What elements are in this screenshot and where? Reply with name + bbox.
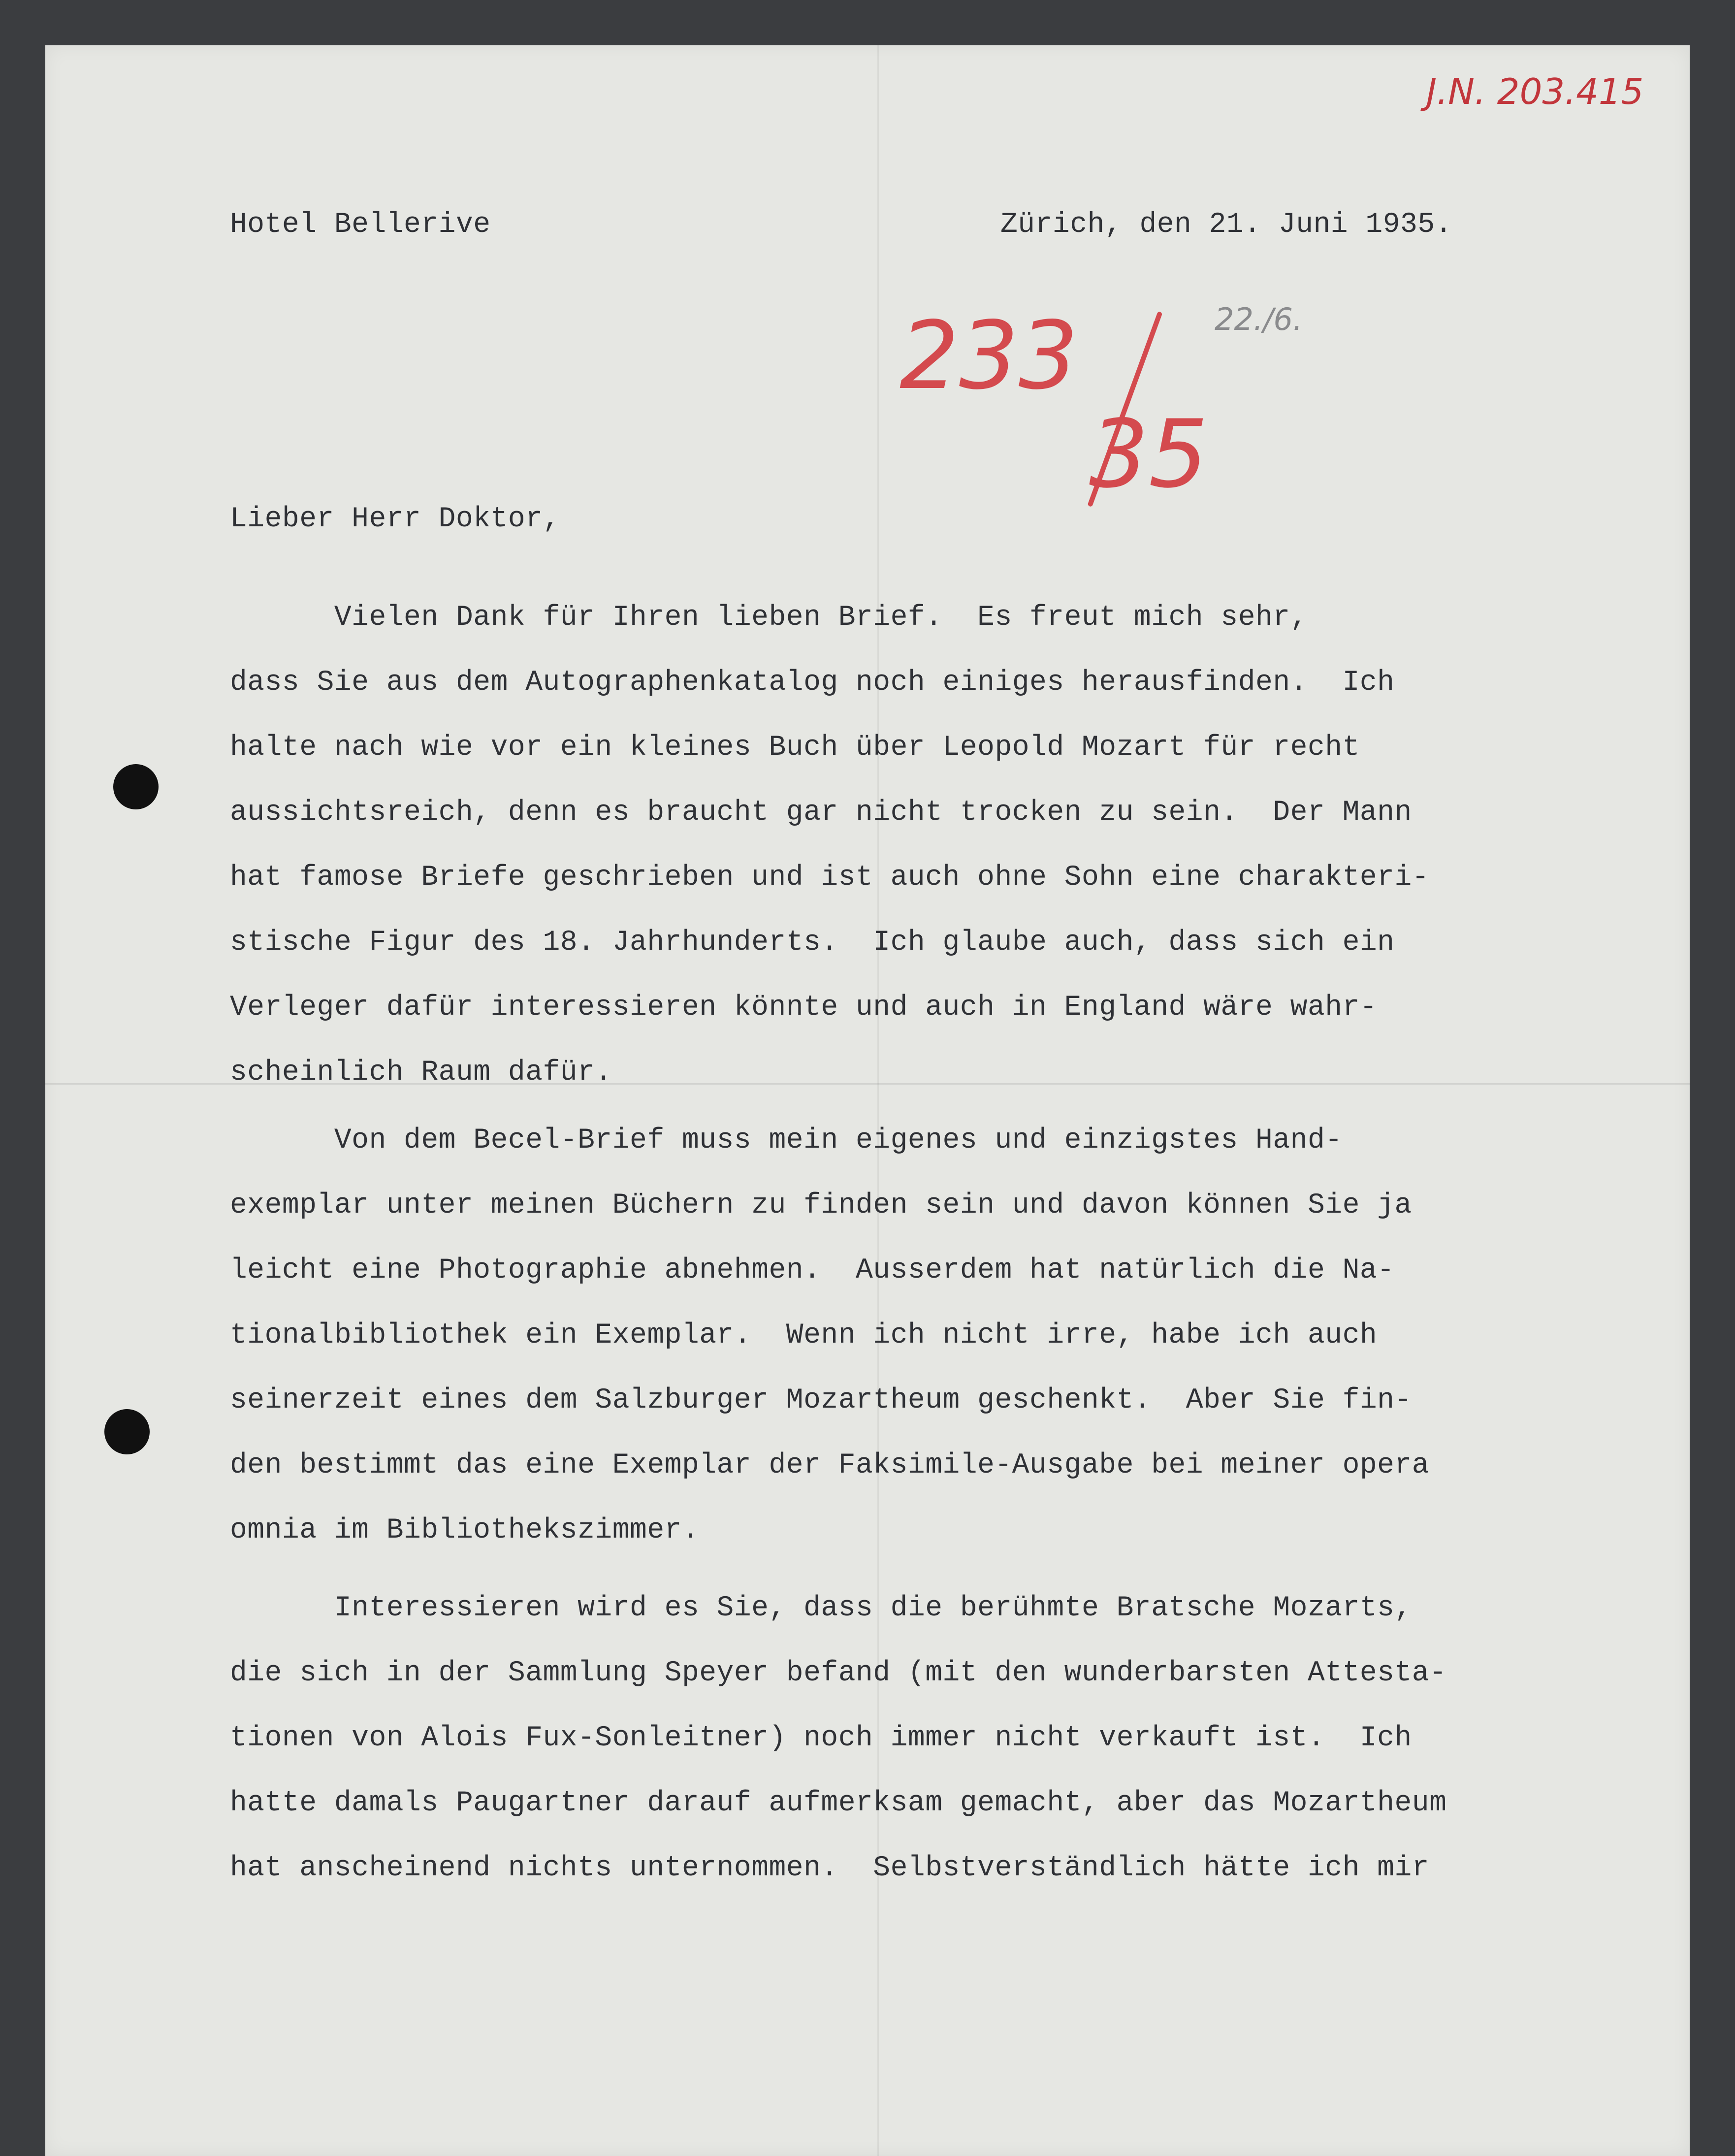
body-line: Vielen Dank für Ihren lieben Brief. Es freut mich sehr, — [230, 602, 1308, 634]
body-line: hat anscheinend nichts unternommen. Selbstverständlich hätte ich mir — [230, 1852, 1430, 1884]
received-date-note: 22./6. — [1215, 301, 1303, 337]
letter-body — [230, 602, 1658, 1980]
body-line: omnia im Bibliothekszimmer. — [230, 1514, 700, 1546]
letter-sheet — [45, 45, 1690, 2156]
body-line: Verleger dafür interessieren könnte und auch in England wäre wahr- — [230, 992, 1378, 1024]
body-line: dass Sie aus dem Autographenkatalog noch einiges herausfinden. Ich — [230, 667, 1395, 699]
body-line: aussichtsreich, denn es braucht gar nicht trocken zu sein. Der Mann — [230, 797, 1412, 829]
body-line: stische Figur des 18. Jahrhunderts. Ich glaube auch, dass sich ein — [230, 927, 1395, 959]
register-number-bottom: 35 — [1089, 400, 1208, 509]
body-line: Von dem Becel-Brief muss mein eigenes und einzigstes Hand- — [230, 1125, 1343, 1157]
body-line: Interessieren wird es Sie, dass die berühmte Bratsche Mozarts, — [230, 1592, 1412, 1624]
sender-line: Hotel Bellerive — [230, 209, 491, 241]
salutation: Lieber Herr Doktor, — [230, 503, 560, 535]
body-line: hat famose Briefe geschrieben und ist auch ohne Sohn eine charakteri- — [230, 862, 1430, 894]
body-line: tionalbibliothek ein Exemplar. Wenn ich nicht irre, habe ich auch — [230, 1319, 1378, 1352]
body-line: leicht eine Photographie abnehmen. Ausserdem hat natürlich die Na- — [230, 1255, 1395, 1287]
body-line: die sich in der Sammlung Speyer befand (mit den wunderbarsten Attesta- — [230, 1657, 1447, 1689]
archive-number: J.N. 203.415 — [1426, 71, 1644, 112]
punch-hole-bottom — [104, 1409, 150, 1454]
body-line: seinerzeit eines dem Salzburger Mozartheum geschenkt. Aber Sie fin- — [230, 1384, 1412, 1416]
register-number-top: 233 — [900, 301, 1078, 410]
body-line: den bestimmt das eine Exemplar der Faksimile-Ausgabe bei meiner opera — [230, 1449, 1430, 1481]
body-line: tionen von Alois Fux-Sonleitner) noch immer nicht verkauft ist. Ich — [230, 1722, 1412, 1754]
body-line: scheinlich Raum dafür. — [230, 1057, 612, 1089]
punch-hole-top — [113, 764, 159, 809]
body-line: exemplar unter meinen Büchern zu finden sein und davon können Sie ja — [230, 1190, 1412, 1222]
body-line: halte nach wie vor ein kleines Buch über Leopold Mozart für recht — [230, 732, 1360, 764]
body-line: hatte damals Paugartner darauf aufmerksam gemacht, aber das Mozartheum — [230, 1787, 1447, 1819]
place-date-line: Zürich, den 21. Juni 1935. — [1000, 209, 1452, 241]
